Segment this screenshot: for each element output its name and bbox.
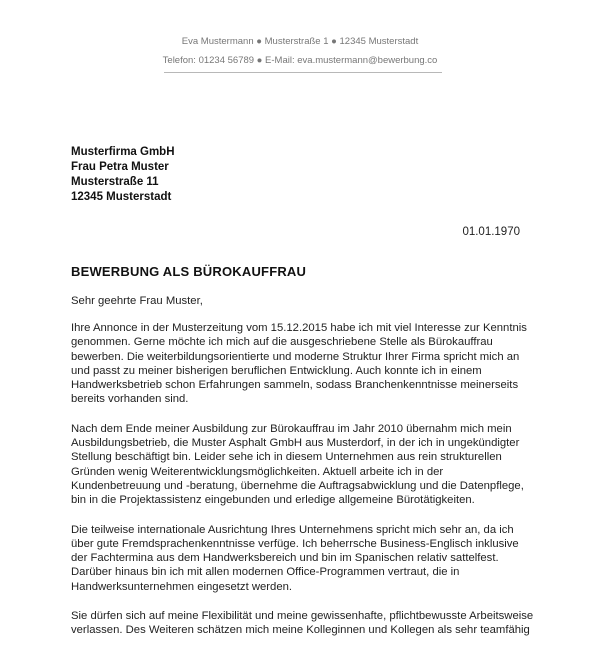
letter-paragraph [71,321,531,407]
letter-subject: BEWERBUNG ALS BÜROKAUFFRAU [71,264,307,279]
paragraph-line: über gute Fremdsprachenkenntnisse verfüge. Ich beherrsche Business-Englisch inklusive [71,537,519,550]
paragraph-line: und passt zu meiner bisherigen beruflichen Entwicklung. Auch konnte ich in einem [71,364,482,377]
paragraph-line: bereits vorhanden sind. [71,393,189,406]
salutation: Sehr geehrte Frau Muster, [71,295,203,307]
paragraph-line: Sie dürfen sich auf meine Flexibilität und meine gewissenhafte, pflichtbewusste Arbeitsweise [71,610,534,623]
paragraph-line: bewerben. Die weiterbildungsorientierte und moderne Struktur Ihrer Firma spricht mich an [71,350,520,363]
paragraph-line: Stellung beschäftigt bin. Leider sehe ich in diesem Unternehmen aus rein strukturellen [71,451,502,464]
header-divider [164,72,442,73]
paragraph-line: Ausbildungsbetrieb, die Muster Asphalt GmbH aus Musterdorf, in der ich in ungekündigter [71,437,520,450]
paragraph-line: Handwerksbetrieb schon Erfahrungen sammeln, sodass Branchenkenntnisse meinerseits [71,379,519,392]
letter-date: 01.01.1970 [462,226,520,238]
letter-paragraph [71,422,531,508]
letter-body [71,321,534,653]
recipient-city: 12345 Musterstadt [71,191,172,203]
paragraph-line: Gründen wenig Weiterentwicklungsmöglichkeiten. Aktuell arbeite ich in der [71,465,444,478]
sender-address: Eva Mustermann ● Musterstraße 1 ● 12345 Musterstadt [181,36,419,47]
paragraph-line: Darüber hinaus bin ich mit allen modernen Office-Programmen vertraut, die in [71,566,460,579]
paragraph-line: Ihre Annonce in der Musterzeitung vom 15.12.2015 habe ich mit viel Interesse zur Kenntnis [71,322,527,334]
paragraph-line: Kundenbetreuung und -beratung, übernehme die Auftragsabwicklung und die Datenpflege, [71,479,524,492]
paragraph-line: Die teilweise internationale Ausrichtung Ihres Unternehmens spricht mich sehr an, da ich [71,523,514,536]
recipient-contact: Frau Petra Muster [71,161,169,173]
paragraph-line: Nach dem Ende meiner Ausbildung zur Bürokauffrau im Jahr 2010 übernahm mich mein [71,422,512,435]
paragraph-line: der Fachtermina aus dem Handwerksbereich und bin im Spanischen relativ sattelfest. [71,552,499,565]
paragraph-line: bin in die Projektassistenz eingebunden und erledige allgemeine Bürotätigkeiten. [71,494,475,507]
sender-contact: Telefon: 01234 56789 ● E-Mail: eva.mustermann@bewerbung.co [162,55,438,66]
recipient-address [71,145,175,205]
recipient-company: Musterfirma GmbH [71,146,175,158]
letter-paragraph [71,523,531,594]
letter-paragraph [71,609,534,638]
paragraph-line: Handwerksunternehmen eingesetzt werden. [71,580,293,593]
paragraph-line: genommen. Gerne möchte ich mich auf die ausgeschriebene Stelle als Bürokauffrau [71,336,493,349]
paragraph-line: verlassen. Des Weiteren schätzen mich meine Kolleginnen und Kollegen als sehr teamfähig [71,624,530,637]
recipient-street: Musterstraße 11 [71,176,159,188]
